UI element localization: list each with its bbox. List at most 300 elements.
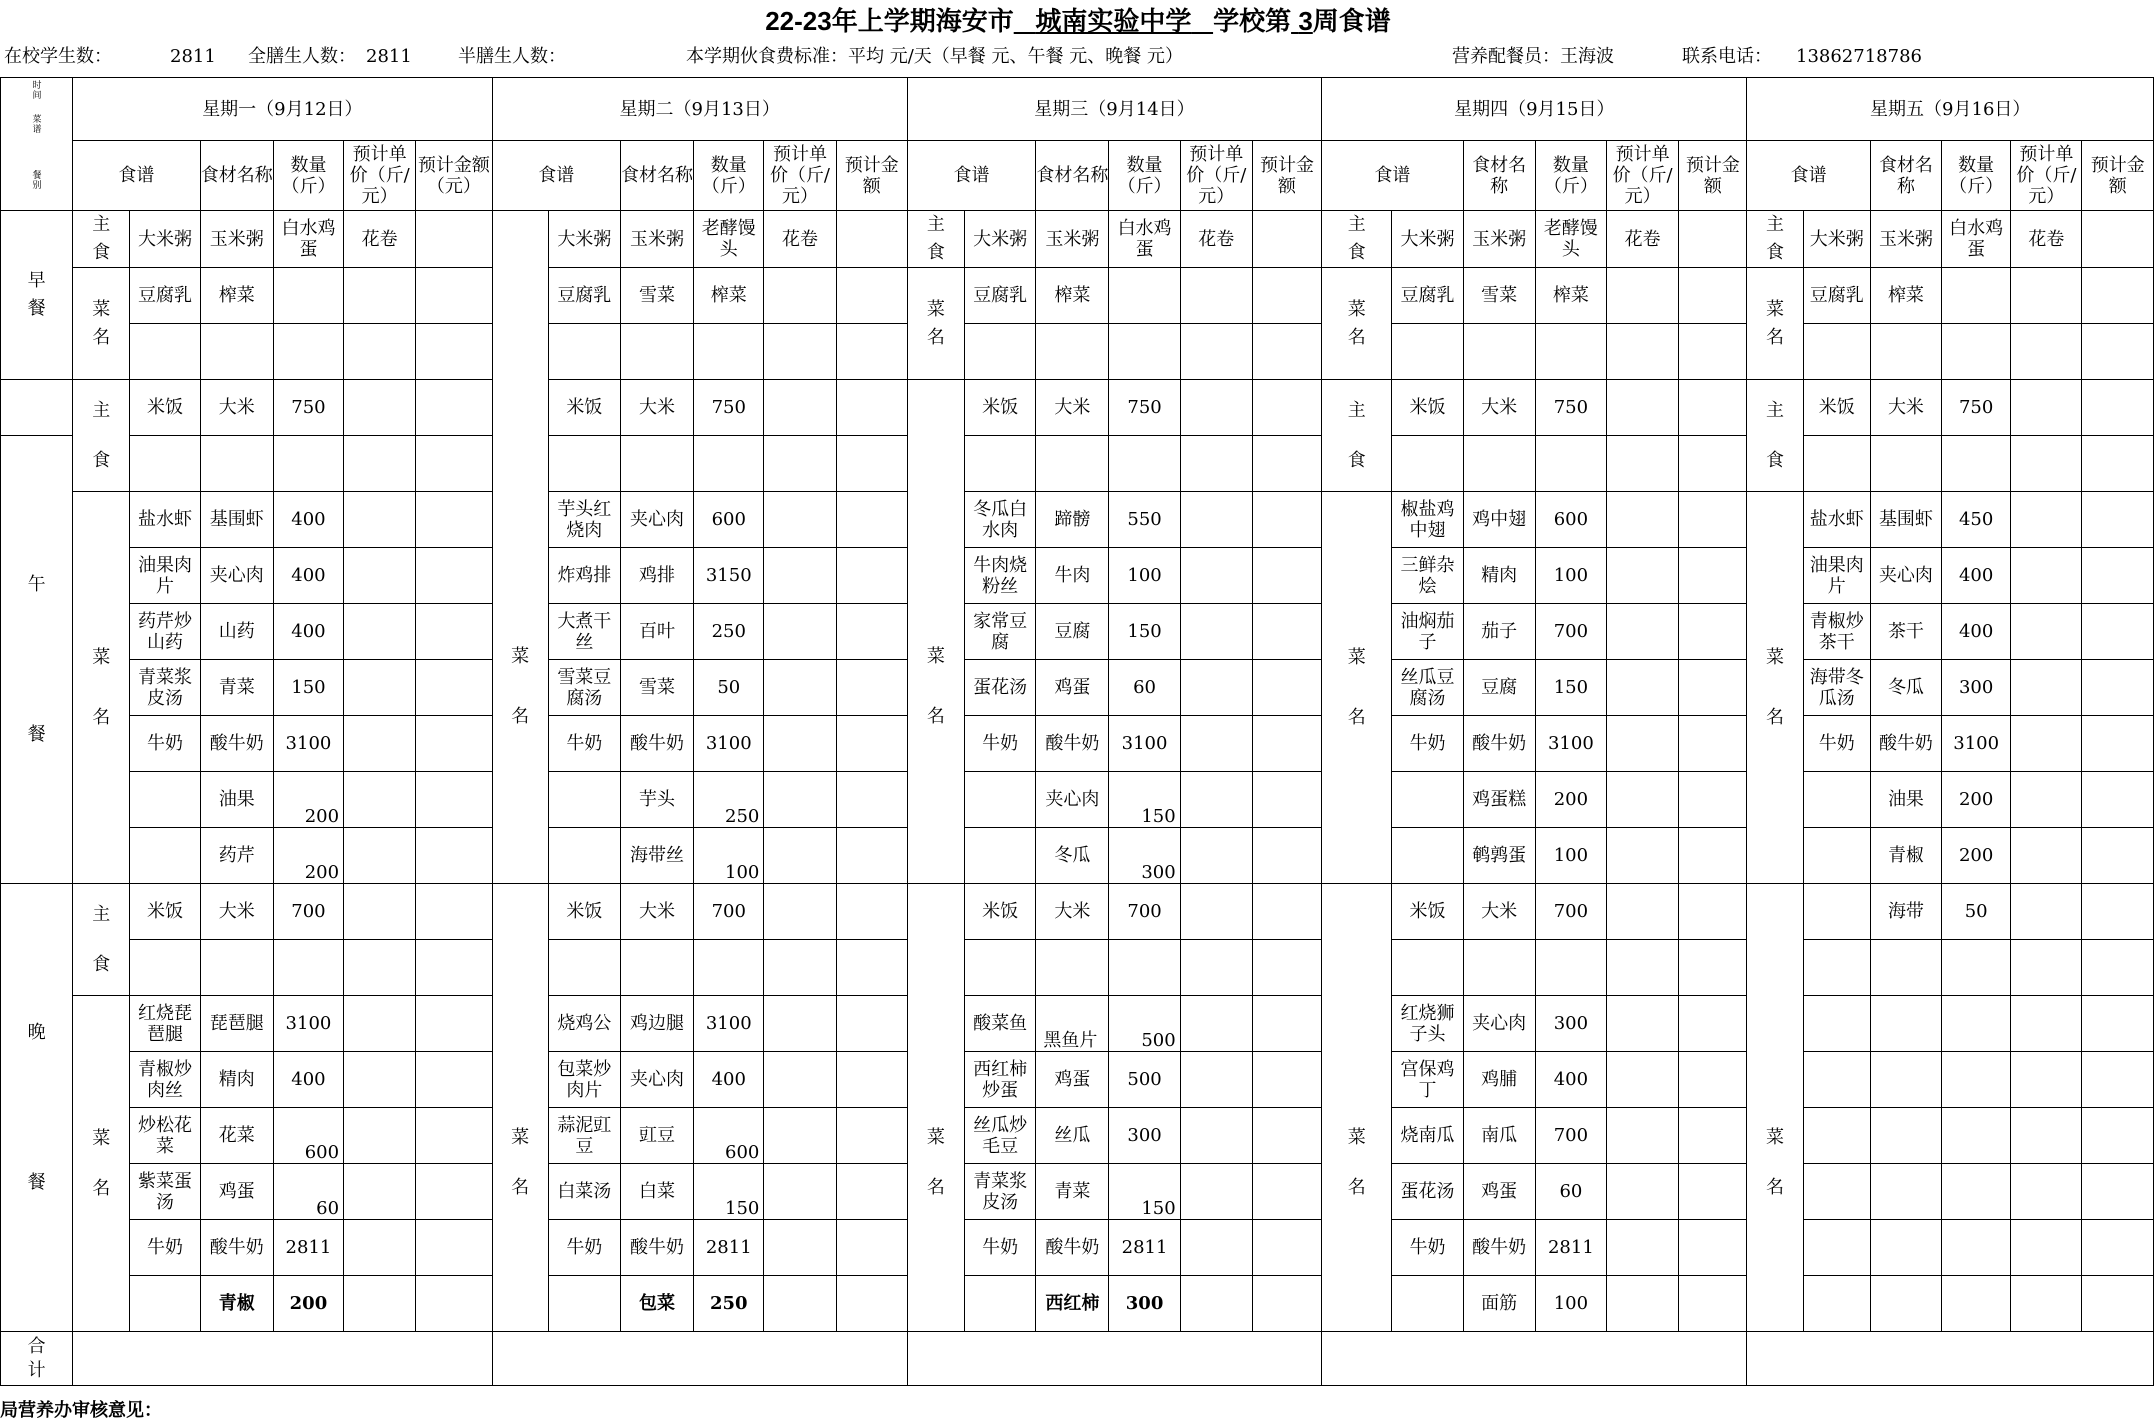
cell: [1036, 940, 1109, 996]
day-header-fri: 星期五（9月16日）: [1747, 78, 2154, 141]
cell: [1180, 772, 1252, 828]
cell: [836, 772, 907, 828]
cell: [2082, 1276, 2154, 1332]
sub-amount: 预计金额（元）: [416, 141, 492, 211]
cell: 豆腐: [1036, 604, 1109, 660]
cell: [344, 1052, 416, 1108]
cell: [1870, 996, 1941, 1052]
cell: 夹心肉: [620, 492, 693, 548]
cell: 300: [1109, 1108, 1180, 1164]
cell: 丝瓜豆腐汤: [1392, 660, 1463, 716]
cell: 盐水虾: [130, 492, 200, 548]
cell: 米饭: [1392, 380, 1463, 436]
cell: [273, 268, 343, 324]
cell: [1679, 604, 1747, 660]
cell: [1252, 1164, 1321, 1220]
cell: 蒜泥豇豆: [548, 1108, 620, 1164]
cell: 青菜: [1036, 1164, 1109, 1220]
cell: [1180, 884, 1252, 940]
cell: 大米: [200, 884, 273, 940]
cell: [1036, 324, 1109, 380]
cell: 大米: [620, 380, 693, 436]
cell: [1942, 1164, 2011, 1220]
cell: 基围虾: [200, 492, 273, 548]
label-dish: 菜名: [73, 996, 130, 1332]
label-main: 主食: [73, 211, 130, 268]
cell: [492, 380, 548, 436]
cell: 150: [694, 1164, 764, 1220]
cell: 花卷: [1607, 211, 1679, 268]
cell: [548, 324, 620, 380]
cell: 白菜汤: [548, 1164, 620, 1220]
cell: 大米粥: [965, 211, 1036, 268]
cell: [1942, 1052, 2011, 1108]
cell: 大米: [1870, 380, 1941, 436]
cell: [1252, 1108, 1321, 1164]
cell: 200: [273, 772, 343, 828]
cell: 大煮干丝: [548, 604, 620, 660]
cell: 花卷: [1180, 211, 1252, 268]
sub-qty: 数量（斤）: [1942, 141, 2011, 211]
cell: 750: [1535, 380, 1606, 436]
cell: 炒松花菜: [130, 1108, 200, 1164]
cell: 紫菜蛋汤: [130, 1164, 200, 1220]
cell: [764, 492, 836, 548]
cell: [2082, 324, 2154, 380]
label-dish: 菜名: [492, 492, 548, 884]
cell: [1803, 1276, 1870, 1332]
cell: 老酵馒头: [1535, 211, 1606, 268]
cell: 家常豆腐: [965, 604, 1036, 660]
cell: [344, 772, 416, 828]
cell: [1392, 324, 1463, 380]
day-header-tue: 星期二（9月13日）: [492, 78, 907, 141]
cell: [1180, 1220, 1252, 1276]
sub-price: 预计单价（斤/元）: [1180, 141, 1252, 211]
cell: [764, 772, 836, 828]
cell: 2811: [273, 1220, 343, 1276]
cell: [907, 436, 964, 492]
cell: [836, 996, 907, 1052]
cell: [2082, 940, 2154, 996]
cell: 100: [1535, 1276, 1606, 1332]
cell: 60: [1535, 1164, 1606, 1220]
cell: [1803, 1220, 1870, 1276]
cell: 鸡蛋糕: [1463, 772, 1535, 828]
cell: 花卷: [344, 211, 416, 268]
cell: [1607, 604, 1679, 660]
cell: [548, 940, 620, 996]
cell: [2011, 380, 2082, 436]
cell: [1180, 436, 1252, 492]
cell: 冬瓜: [1036, 828, 1109, 884]
cell: [1679, 211, 1747, 268]
cell: 400: [1535, 1052, 1606, 1108]
cell: [2082, 268, 2154, 324]
half-label: 半膳生人数：: [458, 46, 566, 67]
cell: [1803, 828, 1870, 884]
cell: 南瓜: [1463, 1108, 1535, 1164]
cell: [2011, 1108, 2082, 1164]
cell: [416, 324, 492, 380]
cell: 酸牛奶: [620, 716, 693, 772]
cell: [764, 1108, 836, 1164]
cell: [1252, 772, 1321, 828]
cell: 250: [694, 1276, 764, 1332]
cell: [344, 1276, 416, 1332]
cell: 油果: [1870, 772, 1941, 828]
cell: [1679, 1108, 1747, 1164]
info-row: [0, 42, 2156, 76]
cell: [273, 940, 343, 996]
cell: [1252, 548, 1321, 604]
label-dish: 菜名: [1322, 996, 1392, 1332]
cell: 烧鸡公: [548, 996, 620, 1052]
cell: [344, 884, 416, 940]
cell: [764, 1276, 836, 1332]
sub-qty: 数量（斤）: [1535, 141, 1606, 211]
cell: 茄子: [1463, 604, 1535, 660]
cell: [2082, 1108, 2154, 1164]
cell: 450: [1942, 492, 2011, 548]
cell: [416, 1164, 492, 1220]
sub-price: 预计单价（斤/元）: [764, 141, 836, 211]
cell: 150: [1535, 660, 1606, 716]
cell: 700: [1535, 884, 1606, 940]
cell: 200: [1942, 772, 2011, 828]
cell: 冬瓜白水肉: [965, 492, 1036, 548]
cell: [764, 660, 836, 716]
cell: [1607, 660, 1679, 716]
total-mon: [73, 1332, 492, 1386]
cell: [764, 1220, 836, 1276]
cell: [1870, 436, 1941, 492]
cell: [344, 1220, 416, 1276]
review-footer: 局营养办审核意见：: [0, 1400, 162, 1421]
cell: 海带: [1870, 884, 1941, 940]
cell: [492, 324, 548, 380]
cell: [416, 548, 492, 604]
cell: [344, 940, 416, 996]
cell: 三鲜杂烩: [1392, 548, 1463, 604]
cell: 豆腐: [1463, 660, 1535, 716]
cell: 精肉: [200, 1052, 273, 1108]
label-dish: 菜名: [73, 268, 130, 380]
cell: 米饭: [1392, 884, 1463, 940]
label-dish: 菜名: [907, 492, 964, 884]
cell: [1679, 1052, 1747, 1108]
label-main: 主食: [73, 380, 130, 492]
cell: 琵琶腿: [200, 996, 273, 1052]
cell: [2011, 268, 2082, 324]
cell: 玉米粥: [200, 211, 273, 268]
cell: [1679, 268, 1747, 324]
cell: 炸鸡排: [548, 548, 620, 604]
cell: 夹心肉: [1036, 772, 1109, 828]
cell: 百叶: [620, 604, 693, 660]
cell: 米饭: [548, 884, 620, 940]
cell: [1942, 940, 2011, 996]
cell: [2082, 436, 2154, 492]
cell: 黑鱼片: [1036, 996, 1109, 1052]
cell: 3100: [1109, 716, 1180, 772]
cell: 鸡蛋: [1463, 1164, 1535, 1220]
cell: [492, 211, 548, 268]
cell: [416, 1276, 492, 1332]
cell: 100: [1535, 828, 1606, 884]
cell: [416, 268, 492, 324]
cell: [548, 772, 620, 828]
cell: 榨菜: [1535, 268, 1606, 324]
cell: [836, 1052, 907, 1108]
cell: [344, 324, 416, 380]
cell: [273, 436, 343, 492]
sub-ingredient: 食材名称: [620, 141, 693, 211]
cell: 2811: [1109, 1220, 1180, 1276]
cell: 400: [273, 604, 343, 660]
cell: [416, 996, 492, 1052]
page-title: 22-23年上学期海安市 城南实验中学 学校第 3周食谱: [765, 6, 1391, 36]
full-count: 2811: [366, 46, 412, 67]
cell: 大米: [1036, 884, 1109, 940]
cell: [130, 1276, 200, 1332]
cell: [1252, 211, 1321, 268]
cell: [2082, 548, 2154, 604]
cell: 100: [1535, 548, 1606, 604]
cell: 山药: [200, 604, 273, 660]
cell: [1803, 1108, 1870, 1164]
cell: 西红柿: [1036, 1276, 1109, 1332]
cell: 150: [1109, 604, 1180, 660]
sub-ingredient: 食材名称: [1036, 141, 1109, 211]
cell: [1180, 1108, 1252, 1164]
cell: 米饭: [1803, 380, 1870, 436]
cell: [836, 660, 907, 716]
cell: [836, 828, 907, 884]
label-dish: 菜名: [1747, 268, 1803, 380]
cell: 400: [273, 492, 343, 548]
cell: [836, 1108, 907, 1164]
cell: [2011, 492, 2082, 548]
cell: [965, 324, 1036, 380]
sub-ingredient: 食材名称: [1870, 141, 1941, 211]
cell: 蛋花汤: [965, 660, 1036, 716]
cell: 红烧狮子头: [1392, 996, 1463, 1052]
cell: 牛奶: [1392, 1220, 1463, 1276]
cell: [764, 548, 836, 604]
cell: [1252, 716, 1321, 772]
cell: [344, 436, 416, 492]
cell: [1942, 268, 2011, 324]
cell: 青椒炒茶干: [1803, 604, 1870, 660]
cell: [130, 324, 200, 380]
cell: 牛肉: [1036, 548, 1109, 604]
cell: 大米: [1036, 380, 1109, 436]
cell: [1942, 1276, 2011, 1332]
cell: [1803, 324, 1870, 380]
label-dish: 菜名: [1322, 268, 1392, 380]
cell: 牛奶: [1392, 716, 1463, 772]
cell: [1870, 940, 1941, 996]
corner-cell: 时间 菜谱 餐别: [1, 78, 73, 211]
cell: 酸牛奶: [1463, 1220, 1535, 1276]
cell: [2082, 492, 2154, 548]
cell: [344, 492, 416, 548]
cell: [2082, 996, 2154, 1052]
cell: 牛奶: [130, 716, 200, 772]
cell: [2011, 772, 2082, 828]
cell: 豇豆: [620, 1108, 693, 1164]
cell: [2082, 884, 2154, 940]
cell: [1252, 884, 1321, 940]
cell: [1252, 436, 1321, 492]
cell: [965, 436, 1036, 492]
cell: 60: [273, 1164, 343, 1220]
cell: [1392, 436, 1463, 492]
cell: 豆腐乳: [130, 268, 200, 324]
cell: [2082, 772, 2154, 828]
cell: [836, 268, 907, 324]
cell: [1870, 1052, 1941, 1108]
cell: 100: [1109, 548, 1180, 604]
cell: [1679, 716, 1747, 772]
sub-qty: 数量（斤）: [1109, 141, 1180, 211]
menu-table: [0, 77, 2154, 1386]
cell: 雪菜豆腐汤: [548, 660, 620, 716]
cell: [1607, 716, 1679, 772]
cell: 大米: [1463, 380, 1535, 436]
cell: 600: [273, 1108, 343, 1164]
cell: [1803, 996, 1870, 1052]
cell: 2811: [694, 1220, 764, 1276]
cell: 60: [1109, 660, 1180, 716]
cell: [1679, 492, 1747, 548]
cell: 300: [1109, 828, 1180, 884]
cell: 大米粥: [1392, 211, 1463, 268]
cell: [907, 380, 964, 436]
cell: 大米: [1463, 884, 1535, 940]
cell: [1180, 548, 1252, 604]
cell: [1942, 436, 2011, 492]
cell: [1679, 1276, 1747, 1332]
cell: [344, 1164, 416, 1220]
cell: [2082, 604, 2154, 660]
label-dish: 菜名: [907, 996, 964, 1332]
label-main: 主食: [73, 884, 130, 996]
cell: 宫保鸡丁: [1392, 1052, 1463, 1108]
cell: [764, 380, 836, 436]
nutritionist: 营养配餐员：王海波: [1452, 46, 1614, 67]
cell: 药芹: [200, 828, 273, 884]
total-fri: [1747, 1332, 2154, 1386]
day-header-wed: 星期三（9月14日）: [907, 78, 1321, 141]
cell: [1252, 1220, 1321, 1276]
cell: 酸牛奶: [1463, 716, 1535, 772]
cell: [200, 940, 273, 996]
cell: 3100: [1535, 716, 1606, 772]
cell: [1679, 436, 1747, 492]
cell: 包菜: [620, 1276, 693, 1332]
cell: [344, 828, 416, 884]
cell: 牛奶: [548, 1220, 620, 1276]
label-dish: 菜名: [492, 996, 548, 1332]
cell: [2082, 828, 2154, 884]
cell: [2011, 884, 2082, 940]
cell: 牛奶: [965, 716, 1036, 772]
cell: [965, 772, 1036, 828]
cell: [764, 884, 836, 940]
cell: [416, 1220, 492, 1276]
cell: 榨菜: [1036, 268, 1109, 324]
cell: [1747, 884, 1803, 940]
cell: 米饭: [130, 884, 200, 940]
cell: [836, 548, 907, 604]
cell: [1109, 268, 1180, 324]
cell: 750: [1942, 380, 2011, 436]
cell: [2082, 211, 2154, 268]
cell: 夹心肉: [620, 1052, 693, 1108]
cell: [2011, 996, 2082, 1052]
cell: [764, 324, 836, 380]
cell: [764, 1164, 836, 1220]
sub-qty: 数量（斤）: [273, 141, 343, 211]
cell: [1679, 940, 1747, 996]
cell: [907, 940, 964, 996]
cell: [1607, 828, 1679, 884]
cell: [1679, 996, 1747, 1052]
cell: [1180, 660, 1252, 716]
cell: [1252, 828, 1321, 884]
cell: 3150: [694, 548, 764, 604]
cell: 400: [1942, 548, 2011, 604]
cell: [1392, 828, 1463, 884]
cell: [1109, 324, 1180, 380]
cell: [836, 884, 907, 940]
cell: [416, 716, 492, 772]
cell: 200: [1942, 828, 2011, 884]
cell: [200, 436, 273, 492]
cell: 椒盐鸡中翅: [1392, 492, 1463, 548]
cell: [416, 1052, 492, 1108]
cell: [416, 436, 492, 492]
cell: 青椒: [1870, 828, 1941, 884]
cell: [1679, 660, 1747, 716]
cell: [1942, 324, 2011, 380]
cell: 酸牛奶: [1036, 716, 1109, 772]
cell: 酸牛奶: [200, 716, 273, 772]
cell: [1607, 268, 1679, 324]
sub-recipe: 食谱: [73, 141, 200, 211]
cell: 海带冬瓜汤: [1803, 660, 1870, 716]
cell: [1463, 324, 1535, 380]
cell: [1942, 996, 2011, 1052]
cell: 花卷: [2011, 211, 2082, 268]
cell: [2082, 380, 2154, 436]
cell: 600: [1535, 492, 1606, 548]
cell: 大米粥: [130, 211, 200, 268]
cell: 米饭: [965, 380, 1036, 436]
cell: 200: [273, 828, 343, 884]
label-main: 主食: [1747, 211, 1803, 268]
cell: [2082, 1052, 2154, 1108]
students-label: 在校学生数：: [4, 46, 112, 67]
cell: [1252, 604, 1321, 660]
cell: [1109, 940, 1180, 996]
cell: 300: [1535, 996, 1606, 1052]
total-label: 合计: [1, 1332, 73, 1386]
cell: [1463, 436, 1535, 492]
cell: [694, 940, 764, 996]
